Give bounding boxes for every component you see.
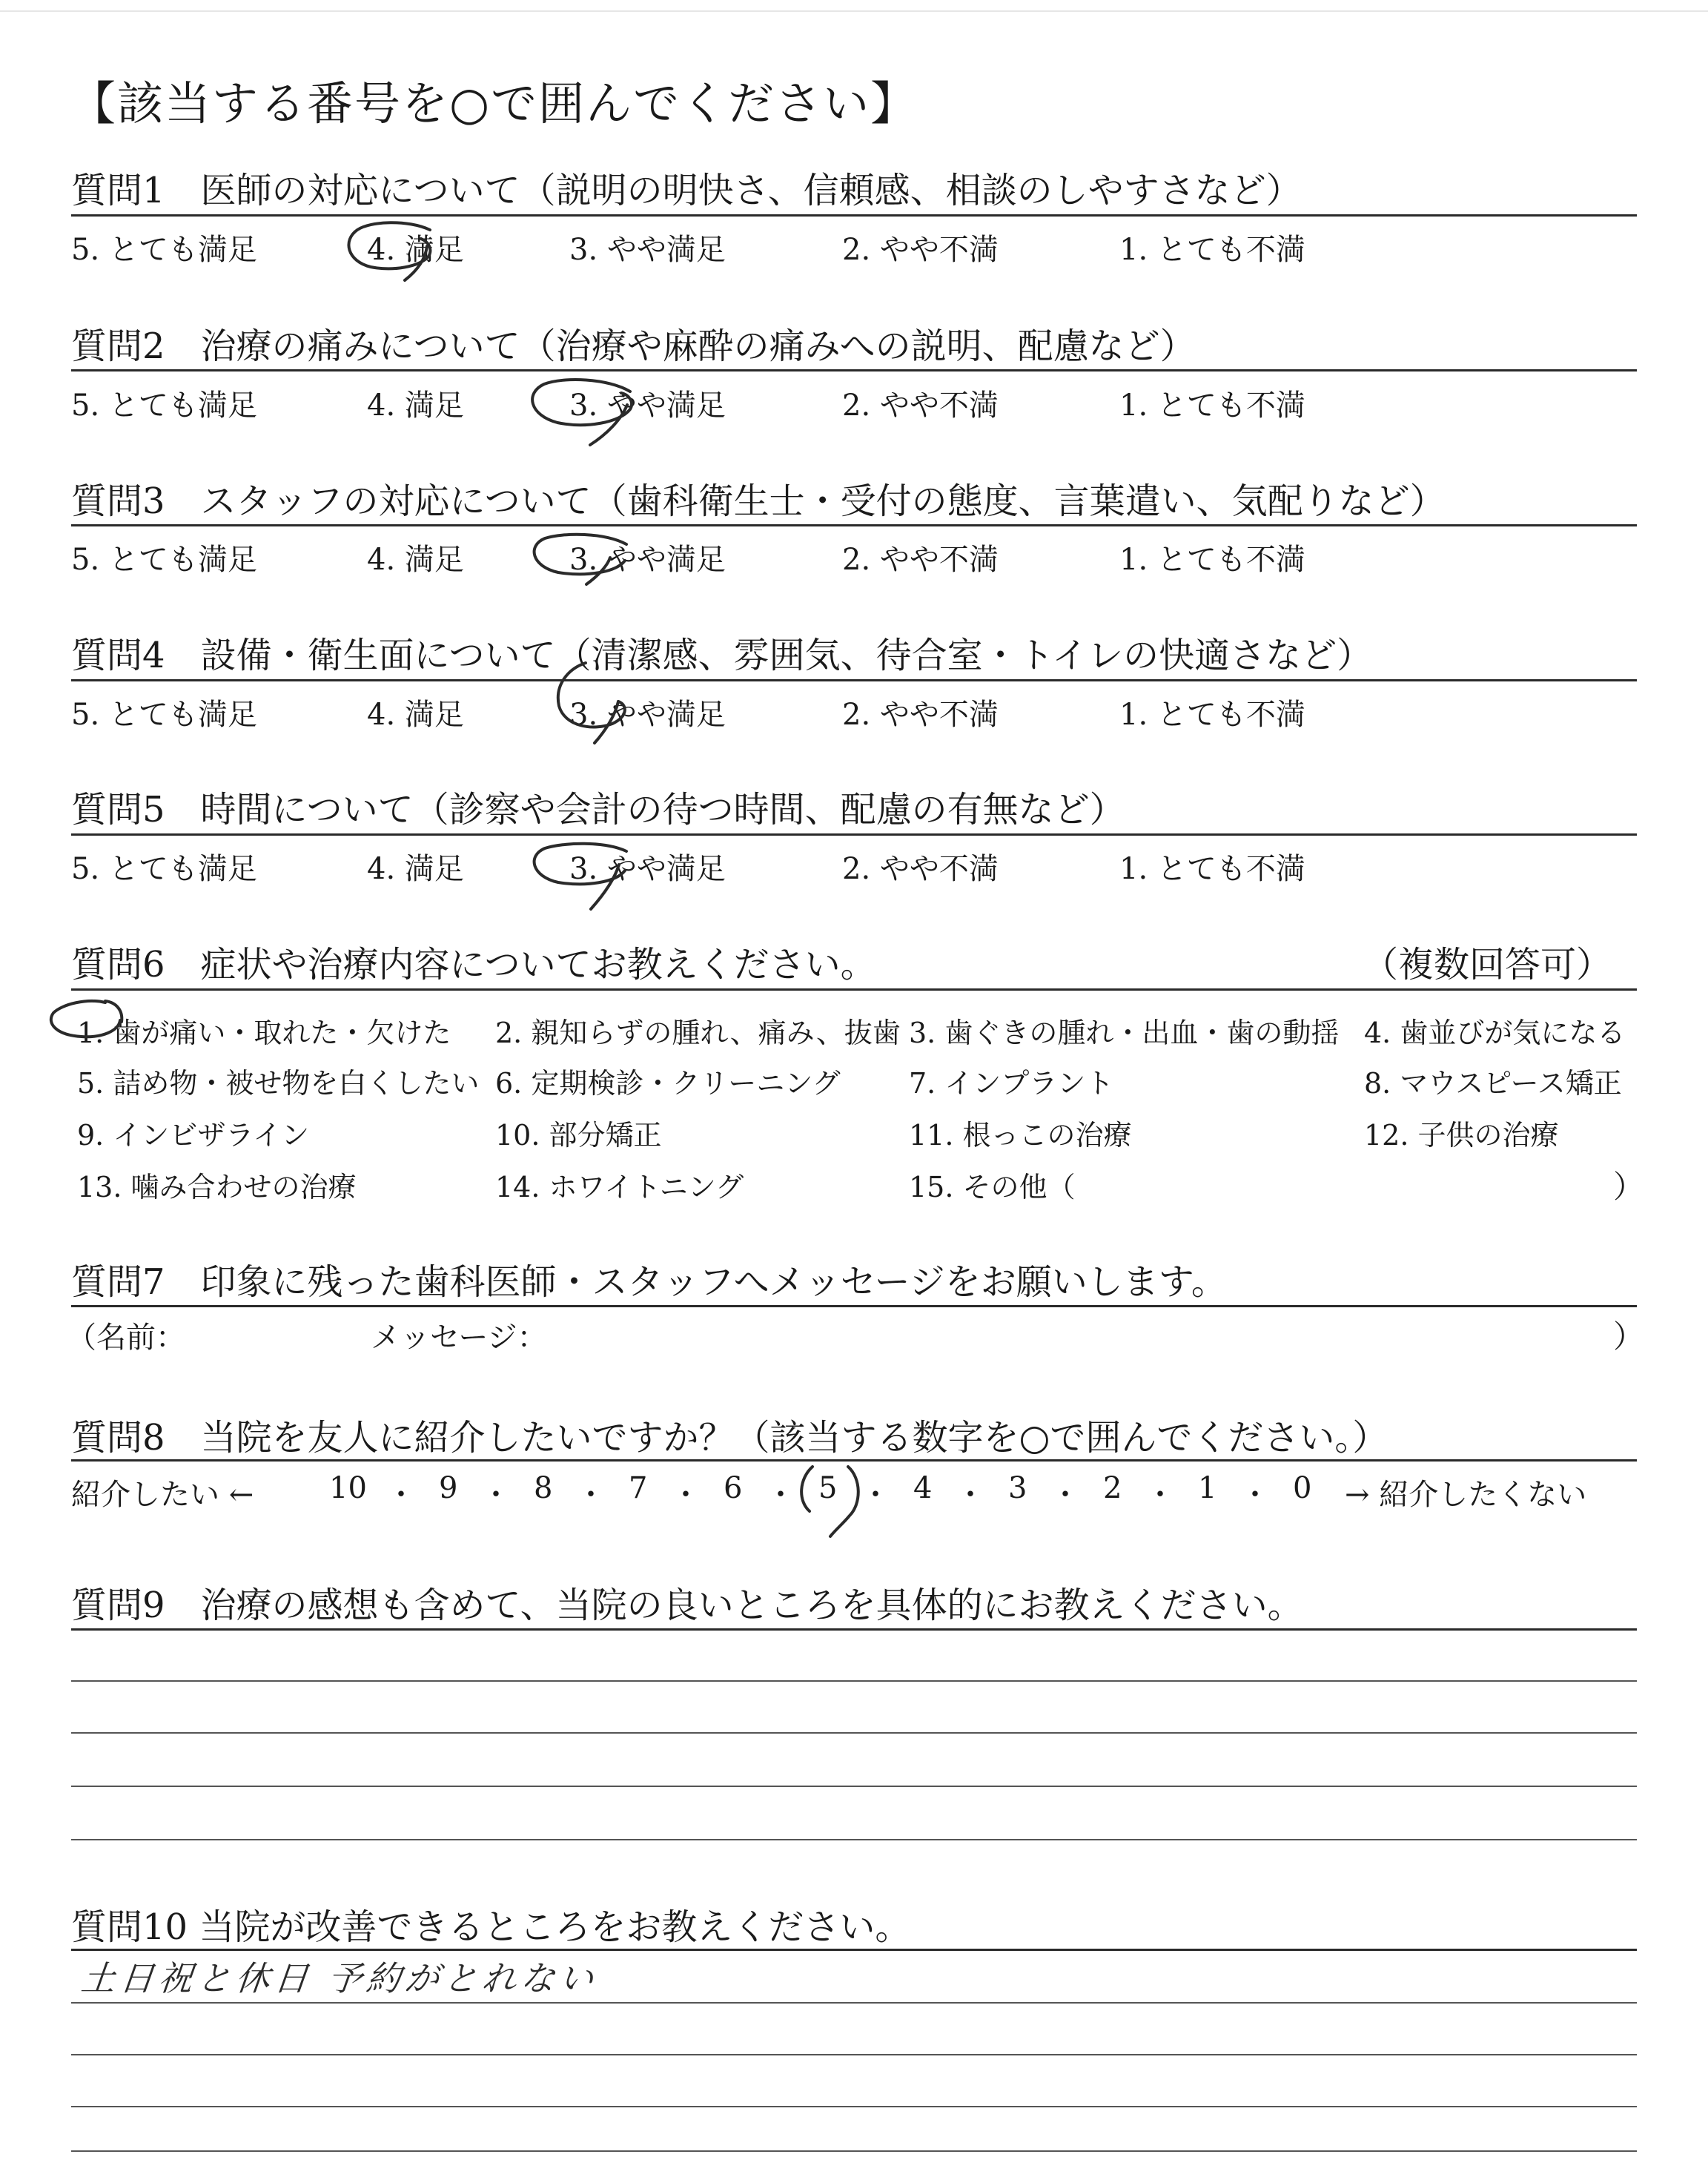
q6-item-7[interactable]: 7. インプラント: [909, 1067, 1114, 1100]
q2-option-3[interactable]: 3. やや満足: [569, 389, 726, 423]
q2-option-4[interactable]: 4. 満足: [367, 389, 464, 423]
q1-option-4[interactable]: 4. 満足: [367, 233, 464, 267]
question-1-rule: [71, 214, 1637, 217]
q7-name-label: （名前：: [67, 1321, 185, 1355]
q4-hand-circle: [541, 653, 638, 756]
q8-score-6[interactable]: 6: [724, 1471, 743, 1505]
q9-answer-line: [71, 1680, 1637, 1682]
q2-hand-circle: [519, 371, 645, 452]
q6-item-2[interactable]: 2. 親知らずの腫れ、痛み、抜歯: [495, 1017, 901, 1049]
q6-item-12[interactable]: 12. 子供の治療: [1364, 1119, 1559, 1152]
question-3-title: 質問3 スタッフの対応について（歯科衛生士・受付の態度、言葉遣い、気配りなど）: [71, 480, 1446, 522]
question-6-note: （複数回答可）: [1363, 944, 1612, 985]
question-9-rule: [71, 1628, 1637, 1631]
q5-hand-circle: [523, 836, 641, 918]
q4-option-1[interactable]: 1. とても不満: [1119, 698, 1305, 732]
q8-separator: ・: [956, 1478, 985, 1512]
q8-score-0[interactable]: 0: [1293, 1471, 1312, 1505]
question-5-title: 質問5 時間について（診察や会計の待つ時間、配慮の有無など）: [71, 789, 1125, 830]
question-6-title: 質問6 症状や治療内容についてお教えください。: [71, 944, 876, 985]
q6-item-15[interactable]: 15. その他（: [909, 1171, 1076, 1203]
q8-score-2[interactable]: 2: [1103, 1471, 1122, 1505]
q4-option-4[interactable]: 4. 満足: [367, 698, 464, 732]
q6-item-14[interactable]: 14. ホワイトニング: [495, 1171, 744, 1203]
q8-score-8[interactable]: 8: [534, 1471, 553, 1505]
q3-option-1[interactable]: 1. とても不満: [1119, 543, 1305, 577]
q7-close-paren: ）: [1613, 1318, 1645, 1355]
question-7-rule: [71, 1305, 1637, 1307]
question-2-rule: [71, 369, 1637, 371]
question-10-rule: [71, 1949, 1637, 1951]
q10-answer-line: [71, 2150, 1637, 2152]
q8-separator: ・: [1240, 1478, 1270, 1512]
q6-other-close-paren: ）: [1613, 1169, 1645, 1205]
q4-option-2[interactable]: 2. やや不満: [842, 698, 999, 732]
q6-item-13[interactable]: 13. 噛み合わせの治療: [77, 1171, 357, 1203]
q2-option-2[interactable]: 2. やや不満: [842, 389, 999, 423]
question-10-title: 質問10 当院が改善できるところをお教えください。: [71, 1906, 911, 1948]
q10-answer-line: [71, 2054, 1637, 2055]
q1-option-2[interactable]: 2. やや不満: [842, 233, 999, 267]
q9-answer-line: [71, 1839, 1637, 1840]
q6-item-8[interactable]: 8. マウスピース矯正: [1364, 1067, 1622, 1100]
question-4-title: 質問4 設備・衛生面について（清潔感、雰囲気、待合室・トイレの快適さなど）: [71, 635, 1373, 676]
q5-option-3[interactable]: 3. やや満足: [569, 852, 726, 886]
q4-option-5[interactable]: 5. とても満足: [71, 698, 257, 732]
question-1-title: 質問1 医師の対応について（説明の明快さ、信頼感、相談のしやすさなど）: [71, 170, 1302, 211]
q1-option-1[interactable]: 1. とても不満: [1119, 233, 1305, 267]
q8-score-4[interactable]: 4: [913, 1471, 933, 1505]
q3-option-4[interactable]: 4. 満足: [367, 543, 464, 577]
question-2-title: 質問2 治療の痛みについて（治療や麻酔の痛みへの説明、配慮など）: [71, 326, 1196, 367]
question-7-title: 質問7 印象に残った歯科医師・スタッフへメッセージをお願いします。: [71, 1261, 1227, 1303]
q10-handwritten-answer[interactable]: 土日祝と休日 予約がとれない: [79, 1958, 600, 1998]
q8-score-1[interactable]: 1: [1198, 1471, 1217, 1505]
q8-left-label: 紹介したい ←: [71, 1478, 254, 1512]
q8-separator: ・: [481, 1478, 511, 1512]
q5-option-2[interactable]: 2. やや不満: [842, 852, 999, 886]
q9-answer-line: [71, 1786, 1637, 1787]
q6-item-10[interactable]: 10. 部分矯正: [495, 1119, 662, 1152]
q5-option-1[interactable]: 1. とても不満: [1119, 852, 1305, 886]
q3-option-3[interactable]: 3. やや満足: [569, 543, 726, 577]
question-5-rule: [71, 833, 1637, 836]
q6-item-11[interactable]: 11. 根っこの治療: [909, 1119, 1132, 1152]
q1-option-3[interactable]: 3. やや満足: [569, 233, 726, 267]
q8-separator: ・: [386, 1478, 416, 1512]
q8-separator: ・: [576, 1478, 606, 1512]
q8-hand-circle: [789, 1453, 870, 1542]
q6-item-4[interactable]: 4. 歯並びが気になる: [1364, 1017, 1626, 1049]
q5-option-5[interactable]: 5. とても満足: [71, 852, 257, 886]
q6-item-5[interactable]: 5. 詰め物・被せ物を白くしたい: [77, 1067, 480, 1100]
q6-item-9[interactable]: 9. インビザライン: [77, 1119, 310, 1152]
q6-hand-circle: [46, 994, 142, 1046]
q9-answer-line: [71, 1732, 1637, 1734]
q3-option-5[interactable]: 5. とても満足: [71, 543, 257, 577]
q8-separator: ・: [1145, 1478, 1175, 1512]
q8-right-label: → 紹介したくない: [1345, 1478, 1587, 1512]
q8-separator: ・: [861, 1478, 890, 1512]
instruction-heading: 【該当する番号を○で囲んでください】: [70, 76, 918, 131]
question-4-rule: [71, 679, 1637, 681]
q8-score-3[interactable]: 3: [1008, 1471, 1027, 1505]
q8-score-7[interactable]: 7: [629, 1471, 648, 1505]
q1-option-5[interactable]: 5. とても満足: [71, 233, 257, 267]
q6-item-1[interactable]: 1. 歯が痛い・取れた・欠けた: [77, 1017, 451, 1049]
question-8-title: 質問8 当院を友人に紹介したいですか？（該当する数字を○で囲んでください。）: [71, 1417, 1388, 1459]
q1-hand-circle: [341, 217, 452, 283]
q10-answer-line: [71, 2106, 1637, 2107]
q8-separator: ・: [1050, 1478, 1080, 1512]
q10-answer-line: [71, 2002, 1637, 2004]
q5-option-4[interactable]: 4. 満足: [367, 852, 464, 886]
q2-option-5[interactable]: 5. とても満足: [71, 389, 257, 423]
scan-top-edge: [0, 10, 1708, 12]
q8-score-9[interactable]: 9: [439, 1471, 458, 1505]
question-9-title: 質問9 治療の感想も含めて、当院の良いところを具体的にお教えください。: [71, 1585, 1303, 1626]
q8-score-10[interactable]: 10: [329, 1471, 367, 1505]
question-3-rule: [71, 524, 1637, 526]
q2-option-1[interactable]: 1. とても不満: [1119, 389, 1305, 423]
q3-hand-circle: [523, 528, 641, 595]
q8-score-5[interactable]: 5: [818, 1471, 838, 1505]
question-6-rule: [71, 988, 1637, 991]
q6-item-6[interactable]: 6. 定期検診・クリーニング: [495, 1067, 841, 1100]
q3-option-2[interactable]: 2. やや不満: [842, 543, 999, 577]
q4-option-3[interactable]: 3. やや満足: [569, 698, 726, 732]
q6-item-3[interactable]: 3. 歯ぐきの腫れ・出血・歯の動揺: [909, 1017, 1340, 1049]
q8-separator: ・: [671, 1478, 701, 1512]
q8-separator: ・: [766, 1478, 795, 1512]
q7-message-label: メッセージ：: [371, 1321, 547, 1355]
